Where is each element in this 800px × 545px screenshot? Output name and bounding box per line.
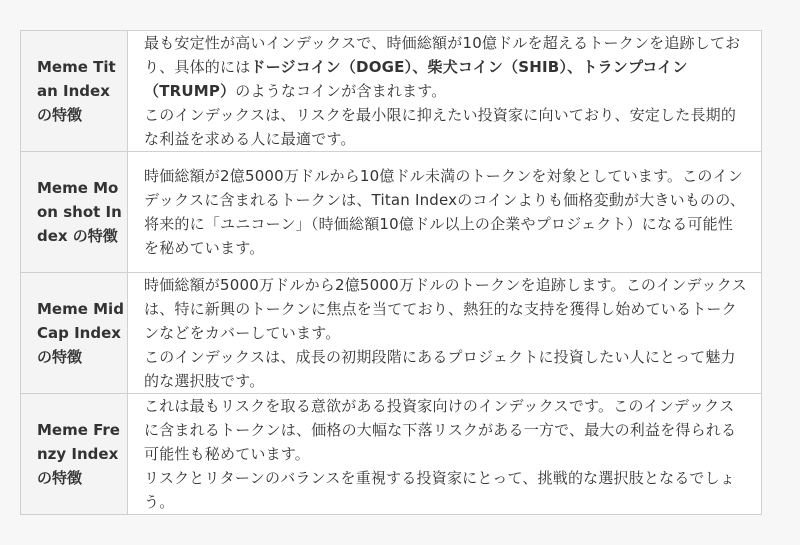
highlighted-coins: ドージコイン（DOGE）、柴犬コイン（SHIB）、トランプコイン（TRUMP） xyxy=(144,58,688,100)
table-row xyxy=(21,31,762,152)
description-paragraph: 時価総額が2億5000万ドルから10億ドル未満のトークンを対象としています。このインデックスに含まれるトークンは、Titan Indexのコインよりも価格変動が大きいものの、将来的に「ユニコーン」（時価総額10億ドル以上の企業やプロジェクト）になる可能性を秘めています。 xyxy=(144,167,746,257)
row-label: Meme Frenzy Index の特徴 xyxy=(21,394,128,515)
index-comparison-table xyxy=(20,30,762,515)
table-row xyxy=(21,152,762,273)
row-description xyxy=(128,273,762,394)
row-label: Meme Titan Index の特徴 xyxy=(21,31,128,152)
description-text: のようなコインが含まれます。 xyxy=(235,82,447,100)
description-paragraph xyxy=(144,31,747,103)
description-paragraph: 時価総額が5000万ドルから2億5000万ドルのトークンを追跡します。このインデックスは、特に新興のトークンに焦点を当てており、熱狂的な支持を獲得し始めているトークンなどをカバーしています。 xyxy=(144,276,747,342)
table-row xyxy=(21,394,762,515)
description-paragraph: リスクとリターンのバランスを重視する投資家にとって、挑戦的な選択肢となるでしょう。 xyxy=(144,469,736,511)
row-label: Meme MidCap Index の特徴 xyxy=(21,273,128,394)
table-row xyxy=(21,273,762,394)
description-paragraph: このインデックスは、成長の初期段階にあるプロジェクトに投資したい人にとって魅力的な選択肢です。 xyxy=(144,348,736,390)
row-description xyxy=(128,394,762,515)
row-label: Meme Moon shot Index の特徴 xyxy=(21,152,128,273)
row-description xyxy=(128,31,762,152)
description-paragraph: これは最もリスクを取る意欲がある投資家向けのインデックスです。このインデックスに含まれるトークンは、価格の大幅な下落リスクがある一方で、最大の利益を得られる可能性も秘めています。 xyxy=(144,397,737,463)
row-description xyxy=(128,152,762,273)
description-paragraph: このインデックスは、リスクを最小限に抑えたい投資家に向いており、安定した長期的な利益を求める人に最適です。 xyxy=(144,106,737,148)
description-text: 最も安定性が高いインデックスで、時価総額が10億ドルを超えるトークンを追跡しており、具体的には xyxy=(144,34,741,76)
